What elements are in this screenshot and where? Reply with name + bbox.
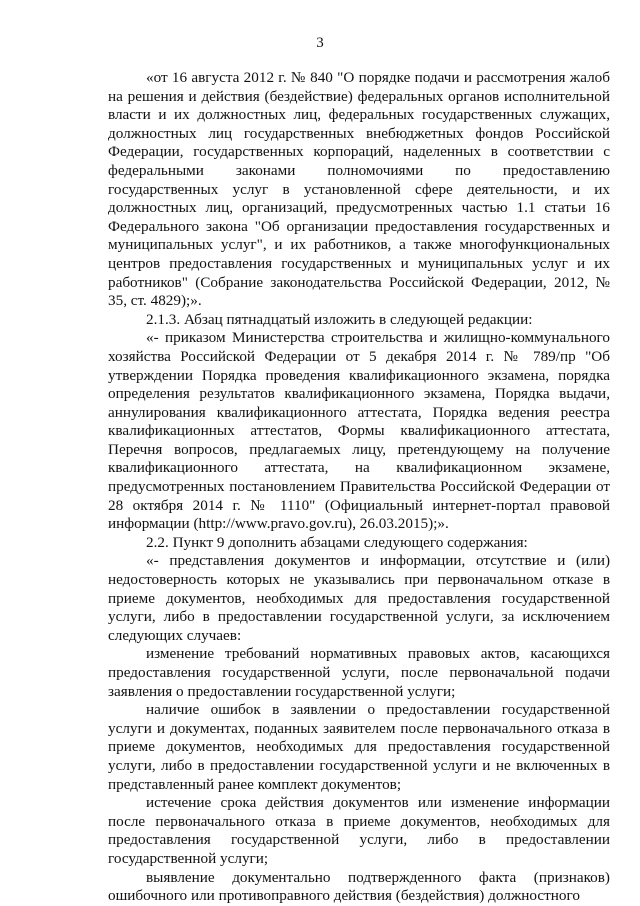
paragraph-2: 2.1.3. Абзац пятнадцатый изложить в следующей редакции: <box>146 310 533 328</box>
paragraph-8: истечение срока действия документов или изменение информации после первоначального отказа в приеме документов, необходимых для предоставления государственной услуги, либо в предоставлении государственной услуги; <box>108 794 610 867</box>
paragraph-9: выявление документально подтвержденного факта (признаков) ошибочного или противоправного действия (бездействия) должностного <box>108 868 610 905</box>
paragraph-3: «- приказом Министерства строительства и жилищно-коммунального хозяйства Российской Федерации от 5 декабря 2014 г. № 789/пр "Об утверждении Порядка проведения квалификационного экзамена, порядка определения результатов квалификационного экзамена, Порядка выдачи, аннулирования квалификационного аттестата, Порядка ведения реестра квалификационных аттестатов, Формы квалификационного аттестата, Перечня вопросов, предлагаемых лицу, претендующему на получение квалификационного аттестата, на квалификационном экзамене, предусмотренных постановлением Правительства Российской Федерации от 28 октября 2014 г. № 1110" (Официальный интернет-портал правовой информации (http://www.pravo.gov.ru), 26.03.2015);». <box>108 329 610 533</box>
paragraph-6: изменение требований нормативных правовых актов, касающихся предоставления государственной услуги, после первоначальной подачи заявления о предоставлении государственной услуги; <box>108 645 610 700</box>
paragraph-5: «- представления документов и информации, отсутствие и (или) недостоверность которых не указывались при первоначальном отказе в приеме документов, необходимых для предоставления государственной услуги, либо в предоставлении государственной услуги, за исключением следующих случаев: <box>108 552 610 644</box>
paragraph-4: 2.2. Пункт 9 дополнить абзацами следующего содержания: <box>146 533 528 551</box>
paragraph-7: наличие ошибок в заявлении о предоставлении государственной услуги и документах, поданных заявителем после первоначального отказа в приеме документов, необходимых для предоставления государственной услуги, либо в предоставлении государственной услуги и не включенных в представленный ранее комплект документов; <box>108 701 610 793</box>
document-body <box>108 69 610 906</box>
paragraph-1: «от 16 августа 2012 г. № 840 "О порядке подачи и рассмотрения жалоб на решения и действия (бездействие) федеральных органов исполнительной власти и их должностных лиц, федеральных государственных служащих, должностных лиц государственных внебюджетных фондов Российской Федерации, государственных корпораций, наделенных в соответствии с федеральными законами полномочиями по предоставлению государственных услуг в установленной сфере деятельности, и их должностных лиц, организаций, предусмотренных частью 1.1 статьи 16 Федерального закона "Об организации предоставления государственных и муниципальных услуг", и их работников, а также многофункциональных центров предоставления государственных и муниципальных услуг и их работников" (Собрание законодательства Российской Федерации, 2012, № 35, ст. 4829);». <box>108 69 610 310</box>
page-number: 3 <box>316 35 324 51</box>
